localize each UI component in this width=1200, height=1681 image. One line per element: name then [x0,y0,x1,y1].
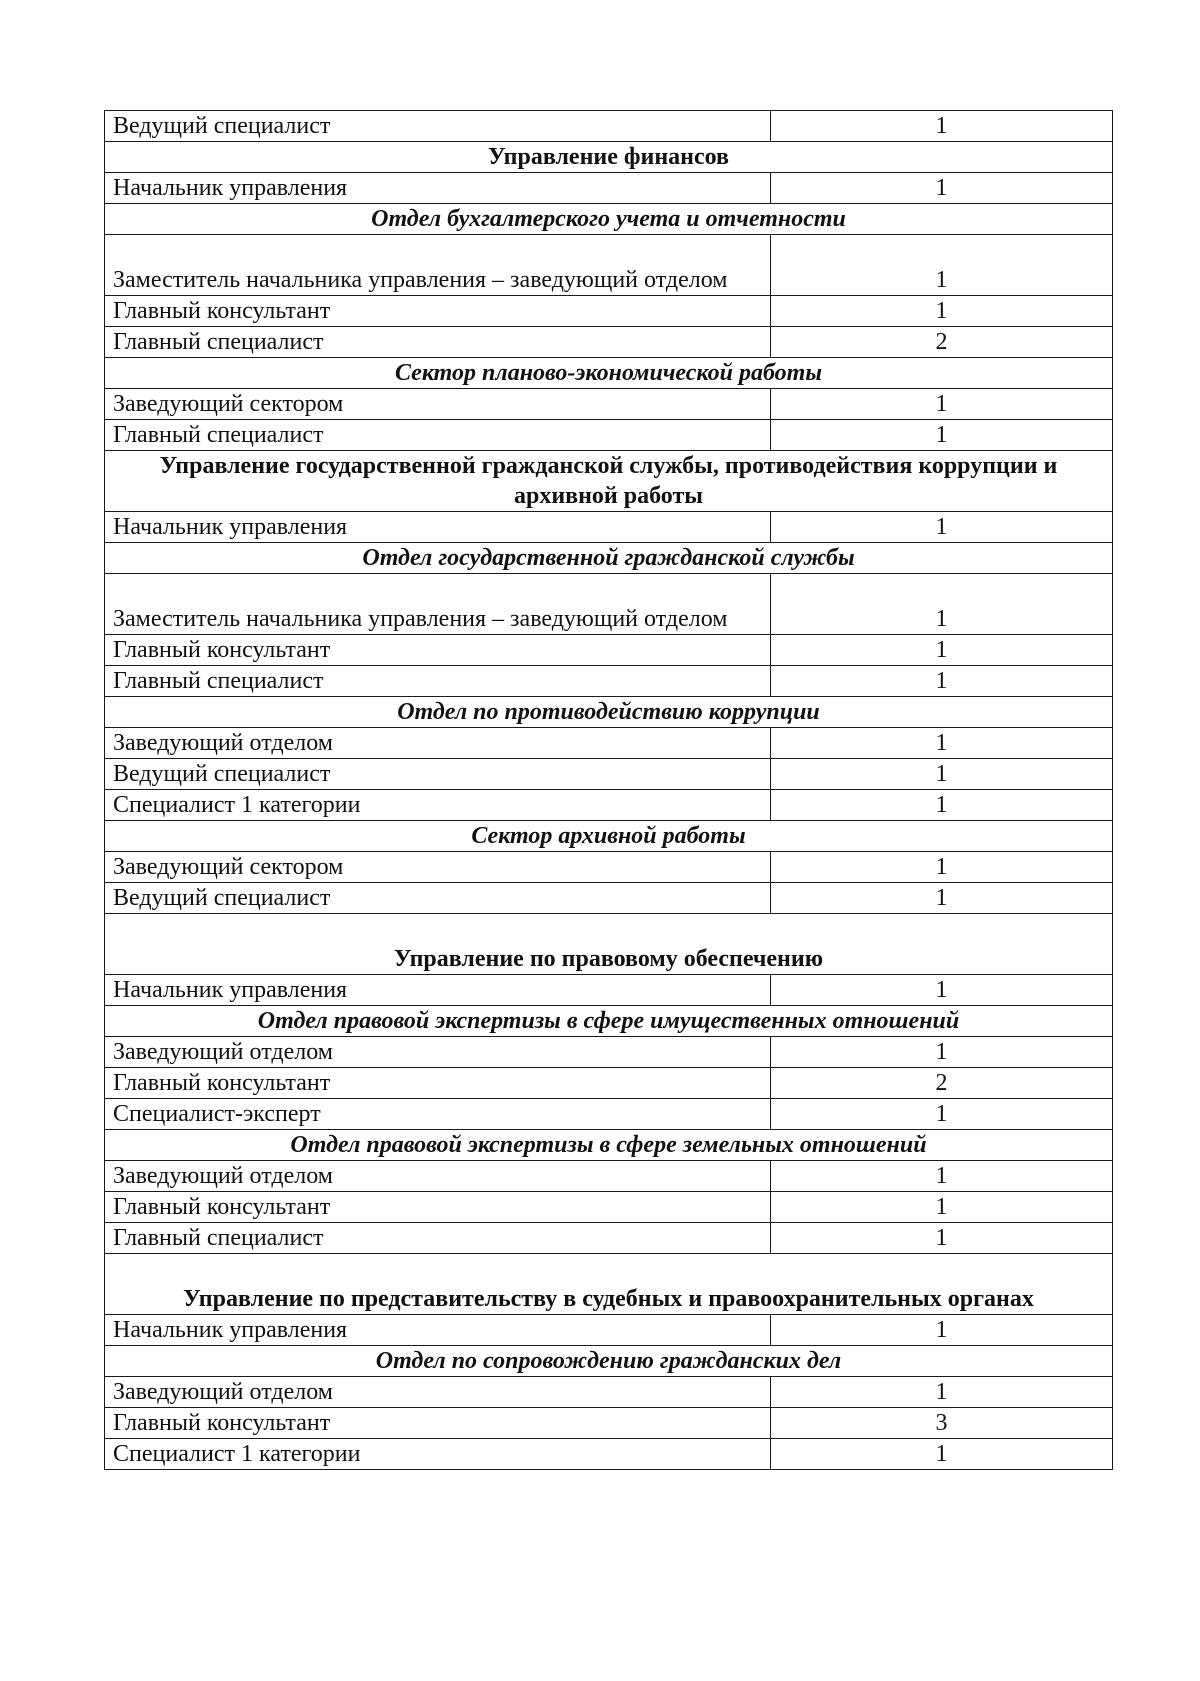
position-row [105,975,1113,1006]
position-title: Заместитель начальника управления – заведующий отделом [105,235,771,296]
division-title: Отдел бухгалтерского учета и отчетности [105,204,1113,235]
department-header-row [105,1254,1113,1315]
division-title: Сектор планово-экономической работы [105,358,1113,389]
division-title: Отдел по противодействию коррупции [105,697,1113,728]
position-title: Заведующий отделом [105,1037,771,1068]
position-row [105,759,1113,790]
position-title: Главный специалист [105,1223,771,1254]
department-title: Управление государственной гражданской службы, противодействия коррупции и архивной работы [105,451,1113,512]
position-title: Заведующий отделом [105,1161,771,1192]
department-title: Управление по правовому обеспечению [105,914,1113,975]
division-header-row [105,358,1113,389]
position-row [105,790,1113,821]
position-title: Ведущий специалист [105,759,771,790]
position-count: 1 [771,389,1113,420]
position-count: 1 [771,420,1113,451]
position-count: 1 [771,1192,1113,1223]
department-header-row [105,142,1113,173]
position-title: Главный специалист [105,327,771,358]
position-row [105,1037,1113,1068]
division-title: Отдел по сопровождению гражданских дел [105,1346,1113,1377]
staff-table [104,110,1113,1470]
position-title: Специалист-эксперт [105,1099,771,1130]
position-count: 2 [771,327,1113,358]
division-header-row [105,821,1113,852]
position-count: 1 [771,728,1113,759]
position-count: 1 [771,1161,1113,1192]
position-title: Ведущий специалист [105,111,771,142]
division-header-row [105,543,1113,574]
division-header-row [105,1130,1113,1161]
position-count: 1 [771,1439,1113,1470]
position-row [105,173,1113,204]
position-row [105,1439,1113,1470]
division-header-row [105,1346,1113,1377]
division-title: Отдел государственной гражданской службы [105,543,1113,574]
staff-table-body [105,111,1113,1470]
position-row [105,1068,1113,1099]
position-row [105,852,1113,883]
position-count: 1 [771,574,1113,635]
position-title: Заместитель начальника управления – заведующий отделом [105,574,771,635]
position-row [105,1161,1113,1192]
position-title: Главный специалист [105,420,771,451]
position-row [105,1408,1113,1439]
department-header-row [105,914,1113,975]
position-row [105,883,1113,914]
position-row [105,635,1113,666]
position-row [105,420,1113,451]
position-row [105,1223,1113,1254]
position-count: 1 [771,975,1113,1006]
position-count: 1 [771,1223,1113,1254]
position-count: 1 [771,666,1113,697]
position-title: Начальник управления [105,1315,771,1346]
position-title: Специалист 1 категории [105,1439,771,1470]
position-count: 1 [771,512,1113,543]
position-count: 1 [771,1037,1113,1068]
position-title: Главный консультант [105,1068,771,1099]
position-count: 2 [771,1068,1113,1099]
position-row [105,296,1113,327]
position-count: 1 [771,1315,1113,1346]
position-title: Заведующий отделом [105,1377,771,1408]
position-count: 1 [771,852,1113,883]
position-row [105,1377,1113,1408]
position-count: 1 [771,759,1113,790]
position-row [105,1315,1113,1346]
position-row [105,111,1113,142]
position-count: 3 [771,1408,1113,1439]
position-title: Главный консультант [105,296,771,327]
division-title: Отдел правовой экспертизы в сфере земельных отношений [105,1130,1113,1161]
position-row [105,666,1113,697]
position-count: 1 [771,1377,1113,1408]
position-row [105,389,1113,420]
position-row [105,327,1113,358]
department-title: Управление по представительству в судебных и правоохранительных органах [105,1254,1113,1315]
department-header-row [105,451,1113,512]
position-count: 1 [771,635,1113,666]
position-title: Начальник управления [105,975,771,1006]
department-title: Управление финансов [105,142,1113,173]
position-title: Главный консультант [105,635,771,666]
position-count: 1 [771,173,1113,204]
position-title: Главный консультант [105,1408,771,1439]
position-count: 1 [771,235,1113,296]
position-count: 1 [771,1099,1113,1130]
position-count: 1 [771,790,1113,821]
position-title: Заведующий сектором [105,852,771,883]
position-row [105,728,1113,759]
position-title: Начальник управления [105,512,771,543]
position-title: Ведущий специалист [105,883,771,914]
position-row [105,574,1113,635]
division-header-row [105,1006,1113,1037]
position-title: Главный консультант [105,1192,771,1223]
position-count: 1 [771,883,1113,914]
position-count: 1 [771,296,1113,327]
position-title: Главный специалист [105,666,771,697]
position-row [105,512,1113,543]
division-header-row [105,697,1113,728]
position-title: Заведующий отделом [105,728,771,759]
position-row [105,235,1113,296]
position-row [105,1192,1113,1223]
division-title: Отдел правовой экспертизы в сфере имущественных отношений [105,1006,1113,1037]
division-title: Сектор архивной работы [105,821,1113,852]
position-title: Начальник управления [105,173,771,204]
position-title: Заведующий сектором [105,389,771,420]
division-header-row [105,204,1113,235]
position-row [105,1099,1113,1130]
position-count: 1 [771,111,1113,142]
position-title: Специалист 1 категории [105,790,771,821]
